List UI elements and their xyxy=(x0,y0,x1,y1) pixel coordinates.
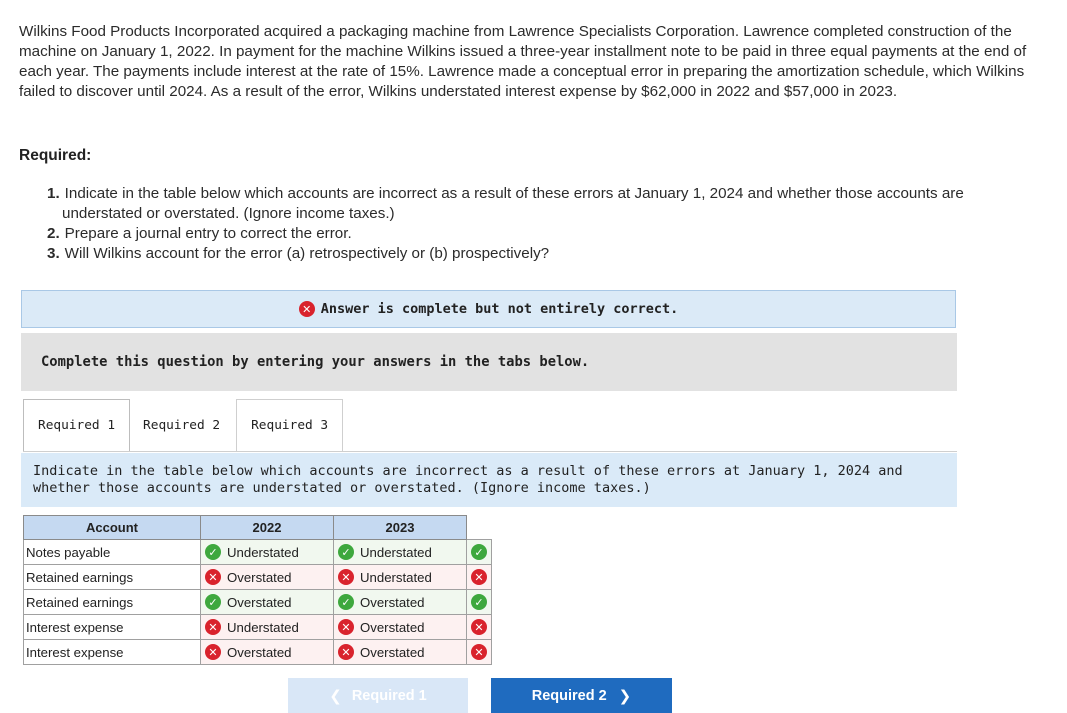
instructions-text: Complete this question by entering your answers in the tabs below. xyxy=(41,354,590,370)
check-circle-icon: ✓ xyxy=(338,544,354,560)
prev-button[interactable]: ❮ Required 1 xyxy=(288,678,468,713)
x-circle-icon: ✕ xyxy=(471,644,487,660)
account-select[interactable]: Interest expense xyxy=(24,615,201,640)
x-circle-icon: ✕ xyxy=(299,301,315,317)
check-circle-icon: ✓ xyxy=(205,544,221,560)
tab-required-2[interactable]: Required 2 xyxy=(130,399,233,451)
instructions-box xyxy=(21,333,957,391)
status-2023-select[interactable]: Overstated xyxy=(358,615,467,640)
tab-bar xyxy=(23,399,346,451)
account-select[interactable]: Retained earnings xyxy=(24,590,201,615)
account-select[interactable]: Retained earnings xyxy=(24,565,201,590)
banner-text: Answer is complete but not entirely correct. xyxy=(320,301,679,317)
status-2022-select[interactable]: Overstated xyxy=(225,590,334,615)
chevron-right-icon: ❯ xyxy=(618,686,632,705)
x-circle-icon: ✕ xyxy=(338,569,354,585)
requirements-list xyxy=(47,184,1037,264)
table-row xyxy=(24,565,492,590)
tab-divider xyxy=(23,451,957,452)
x-circle-icon: ✕ xyxy=(205,644,221,660)
answer-status-banner xyxy=(21,290,956,328)
requirement-item: 2. Prepare a journal entry to correct the error. xyxy=(47,225,352,242)
check-circle-icon: ✓ xyxy=(205,594,221,610)
table-row xyxy=(24,590,492,615)
status-2022-select[interactable]: Understated xyxy=(225,540,334,565)
x-circle-icon: ✕ xyxy=(338,619,354,635)
x-circle-icon: ✕ xyxy=(471,619,487,635)
required-heading: Required: xyxy=(19,147,92,164)
x-circle-icon: ✕ xyxy=(471,569,487,585)
next-button[interactable]: Required 2 ❯ xyxy=(491,678,672,713)
account-select[interactable]: Interest expense xyxy=(24,640,201,665)
x-circle-icon: ✕ xyxy=(205,619,221,635)
table-row xyxy=(24,615,492,640)
chevron-left-icon: ❮ xyxy=(329,686,342,705)
table-row xyxy=(24,540,492,565)
check-circle-icon: ✓ xyxy=(338,594,354,610)
x-circle-icon: ✕ xyxy=(338,644,354,660)
problem-intro: Wilkins Food Products Incorporated acquired a packaging machine from Lawrence Specialists Corporation. Lawrence completed construction of the machine on January 1, 2022. In payment for the machine Wilkins issued a three-year installment note to be paid in three equal payments at the end of each year. The payments include interest at the rate of 15%. Lawrence made a conceptual error in preparing the amortization schedule, which Wilkins failed to discover until 2024. As a result of the error, Wilkins understated interest expense by $62,000 in 2022 and $57,000 in 2023. xyxy=(19,23,1027,100)
tab-description: Indicate in the table below which accounts are incorrect as a result of these errors at January 1, 2024 and whether those accounts are understated or overstated. (Ignore income taxes.) xyxy=(21,453,957,507)
header-2023: 2023 xyxy=(334,516,467,540)
header-2022: 2022 xyxy=(201,516,334,540)
table-row xyxy=(24,640,492,665)
check-circle-icon: ✓ xyxy=(471,544,487,560)
table-header-row xyxy=(24,516,492,540)
tab-required-3[interactable]: Required 3 xyxy=(236,399,343,451)
status-2023-select[interactable]: Understated xyxy=(358,565,467,590)
status-2022-select[interactable]: Overstated xyxy=(225,640,334,665)
status-2023-select[interactable]: Overstated xyxy=(358,590,467,615)
x-circle-icon: ✕ xyxy=(205,569,221,585)
status-2023-select[interactable]: Understated xyxy=(358,540,467,565)
status-2023-select[interactable]: Overstated xyxy=(358,640,467,665)
header-account: Account xyxy=(24,516,201,540)
tab-required-1[interactable]: Required 1 xyxy=(23,399,130,451)
requirement-item: 1. Indicate in the table below which accounts are incorrect as a result of these errors at January 1, 2024 and whether those accounts are understated or overstated. (Ignore income taxes.) xyxy=(47,185,964,222)
account-select[interactable]: Notes payable xyxy=(24,540,201,565)
requirement-item: 3. Will Wilkins account for the error (a) retrospectively or (b) prospectively? xyxy=(47,245,550,262)
status-2022-select[interactable]: Understated xyxy=(225,615,334,640)
check-circle-icon: ✓ xyxy=(471,594,487,610)
status-2022-select[interactable]: Overstated xyxy=(225,565,334,590)
answer-table xyxy=(23,515,492,665)
